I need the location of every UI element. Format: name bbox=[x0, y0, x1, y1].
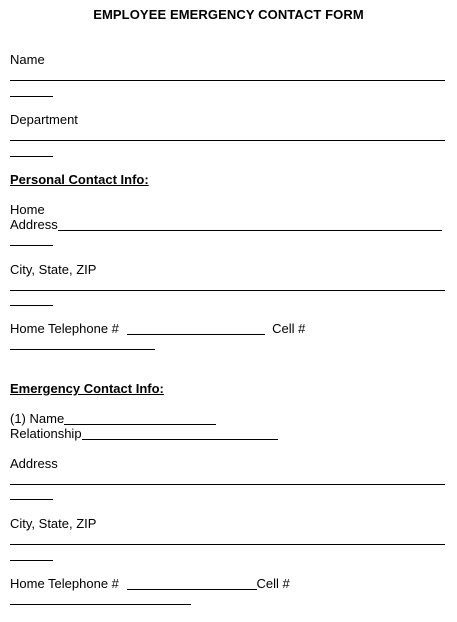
name-field-continuation[interactable] bbox=[10, 96, 53, 97]
emergency-home-telephone-label: Home Telephone # bbox=[10, 576, 119, 591]
emergency-city-state-zip-label: City, State, ZIP bbox=[10, 516, 97, 531]
department-field-continuation[interactable] bbox=[10, 156, 53, 157]
personal-city-state-zip-field-continuation[interactable] bbox=[10, 305, 53, 306]
personal-home-telephone-label: Home Telephone # bbox=[10, 321, 119, 336]
emergency-address-field-continuation[interactable] bbox=[10, 499, 53, 500]
emergency-address-label: Address bbox=[10, 456, 58, 471]
home-address-field[interactable] bbox=[58, 230, 442, 231]
personal-home-telephone-row bbox=[10, 321, 305, 336]
emergency-city-state-zip-field[interactable] bbox=[10, 544, 445, 545]
emergency-cell-field[interactable] bbox=[10, 604, 191, 605]
emergency-home-telephone-field[interactable] bbox=[127, 577, 257, 590]
emergency-relationship-label: Relationship bbox=[10, 426, 82, 441]
home-address-field-continuation[interactable] bbox=[10, 245, 53, 246]
emergency-name-label: (1) Name bbox=[10, 411, 65, 426]
emergency-relationship-row bbox=[10, 426, 278, 441]
home-label: Home bbox=[10, 202, 45, 217]
department-label: Department bbox=[10, 112, 78, 127]
home-address-label: Address bbox=[10, 217, 58, 232]
personal-cell-label: Cell # bbox=[272, 321, 306, 336]
emergency-address-field[interactable] bbox=[10, 484, 445, 485]
emergency-name-field[interactable] bbox=[64, 412, 216, 425]
department-field[interactable] bbox=[10, 140, 445, 141]
personal-home-telephone-field[interactable] bbox=[127, 322, 265, 335]
emergency-home-telephone-row bbox=[10, 576, 290, 591]
personal-cell-field[interactable] bbox=[10, 349, 155, 350]
emergency-contact-heading: Emergency Contact Info: bbox=[10, 381, 164, 396]
emergency-city-state-zip-field-continuation[interactable] bbox=[10, 560, 53, 561]
personal-city-state-zip-label: City, State, ZIP bbox=[10, 262, 97, 277]
personal-city-state-zip-field[interactable] bbox=[10, 290, 445, 291]
name-field[interactable] bbox=[10, 80, 445, 81]
personal-contact-heading: Personal Contact Info: bbox=[10, 172, 149, 187]
name-label: Name bbox=[10, 52, 45, 67]
form-title: EMPLOYEE EMERGENCY CONTACT FORM bbox=[93, 7, 364, 22]
emergency-relationship-field[interactable] bbox=[82, 427, 278, 440]
emergency-cell-label: Cell # bbox=[256, 576, 290, 591]
emergency-name-row bbox=[10, 411, 216, 426]
